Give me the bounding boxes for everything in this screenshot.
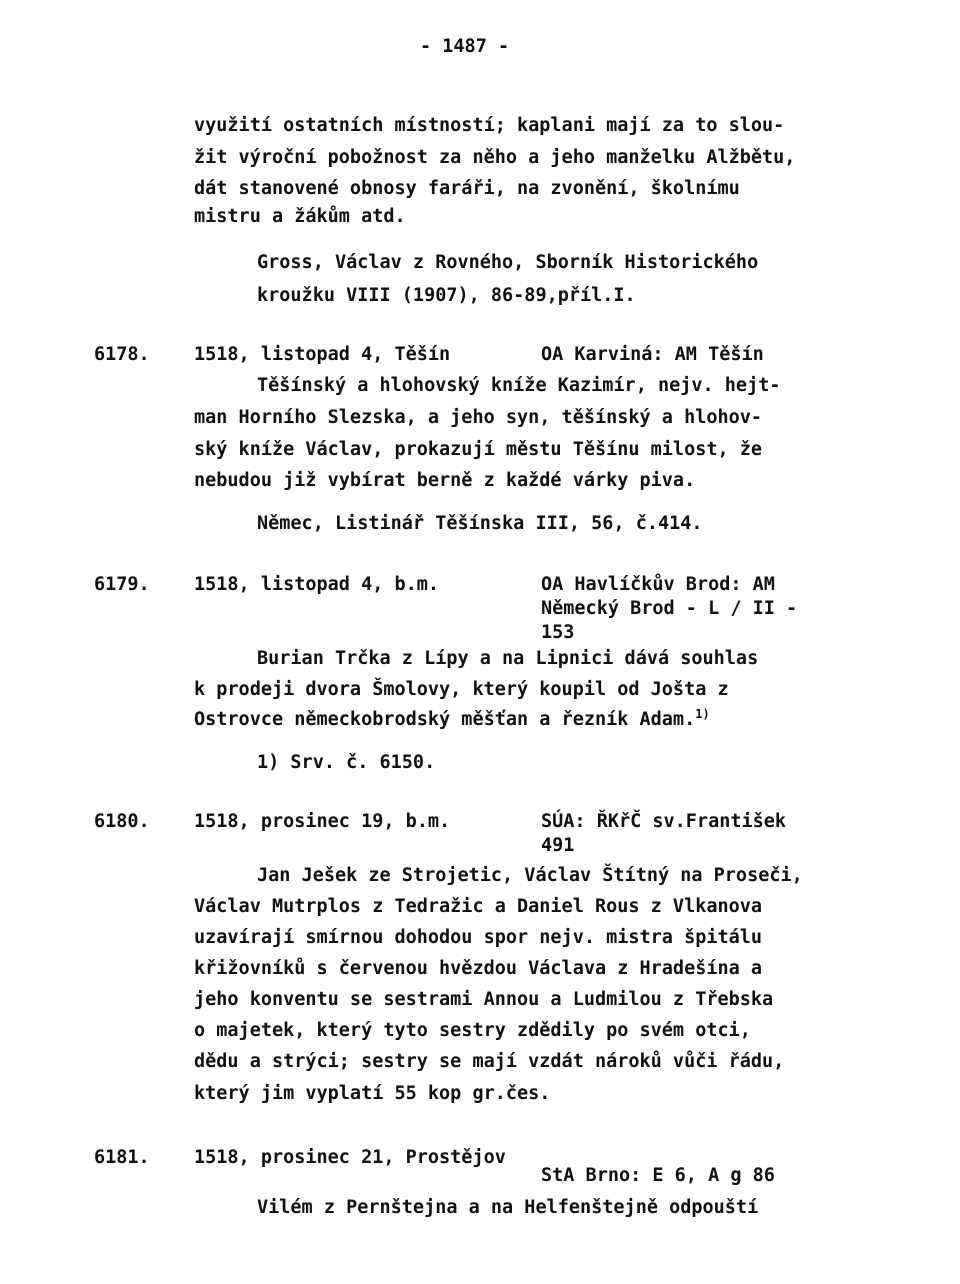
entry-number: 6180. — [94, 811, 150, 832]
intro-line: mistru a žákům atd. — [194, 206, 406, 227]
entry-text-line: uzavírají smírnou dohodou spor nejv. mistra špitálu — [194, 927, 763, 948]
entry-text-line: Burian Trčka z Lípy a na Lipnici dává souhlas — [257, 648, 759, 669]
entry-archive: Německý Brod - L / II - — [541, 598, 798, 619]
entry-text-line: Václav Mutrplos z Tedražic a Daniel Rous z Vlkanova — [194, 896, 763, 917]
entry-archive: StA Brno: E 6, A g 86 — [541, 1165, 775, 1186]
footnote-mark: 1) — [695, 707, 710, 721]
entry-text-line: man Horního Slezska, a jeho syn, těšínský a hlohov- — [194, 407, 763, 428]
intro-line: dát stanovené obnosy faráři, na zvonění, školnímu — [194, 178, 740, 199]
entry-text-line: jeho konventu se sestrami Annou a Ludmilou z Třebska — [194, 989, 774, 1010]
entry-text-line: křižovníků s červenou hvězdou Václava z Hradešína a — [194, 958, 763, 979]
entry-text-line: Těšínský a hlohovský kníže Kazimír, nejv. hejt- — [257, 375, 781, 396]
entry-text-line: nebudou již vybírat berně z každé várky piva. — [194, 470, 696, 491]
entry-text-line: o majetek, který tyto sestry zdědily po svém otci, — [194, 1020, 751, 1041]
entry-text-line: Jan Ješek ze Strojetic, Václav Štítný na Proseči, — [257, 865, 803, 886]
page-number: - 1487 - — [420, 36, 510, 57]
entry-archive: 491 — [541, 835, 575, 856]
entry-heading: 1518, prosinec 19, b.m. — [194, 811, 451, 832]
entry-text-line — [194, 707, 710, 733]
intro-line: žit výroční pobožnost za něho a jeho manželku Alžbětu, — [194, 147, 796, 168]
entry-number: 6181. — [94, 1147, 150, 1168]
entry-heading: 1518, listopad 4, Těšín — [194, 344, 451, 365]
entry-text-line: ský kníže Václav, prokazují městu Těšínu milost, že — [194, 439, 763, 460]
entry-footnote: 1) Srv. č. 6150. — [257, 752, 436, 773]
intro-reference: kroužku VIII (1907), 86-89,příl.I. — [257, 285, 636, 306]
entry-reference: Němec, Listinář Těšínska III, 56, č.414. — [257, 513, 703, 534]
entry-archive: SÚA: ŘKřČ sv.František — [541, 811, 787, 832]
entry-heading: 1518, listopad 4, b.m. — [194, 574, 440, 595]
intro-line: využití ostatních místností; kaplani mají za to slou- — [194, 115, 785, 136]
entry-text-line: který jim vyplatí 55 kop gr.čes. — [194, 1083, 551, 1104]
entry-text-line-content: Ostrovce německobrodský měšťan a řezník Adam. — [194, 709, 696, 730]
entry-archive: OA Karviná: AM Těšín — [541, 344, 764, 365]
entry-number: 6179. — [94, 574, 150, 595]
entry-archive: OA Havlíčkův Brod: AM — [541, 574, 775, 595]
entry-archive: 153 — [541, 622, 575, 643]
entry-heading: 1518, prosinec 21, Prostějov — [194, 1147, 506, 1168]
intro-reference: Gross, Václav z Rovného, Sborník Historického — [257, 252, 759, 273]
entry-number: 6178. — [94, 344, 150, 365]
entry-text-line: Vilém z Pernštejna a na Helfenštejně odpouští — [257, 1197, 759, 1218]
entry-text-line: dědu a strýci; sestry se mají vzdát nároků vůči řádu, — [194, 1051, 785, 1072]
entry-text-line: k prodeji dvora Šmolovy, který koupil od Jošta z — [194, 679, 729, 700]
